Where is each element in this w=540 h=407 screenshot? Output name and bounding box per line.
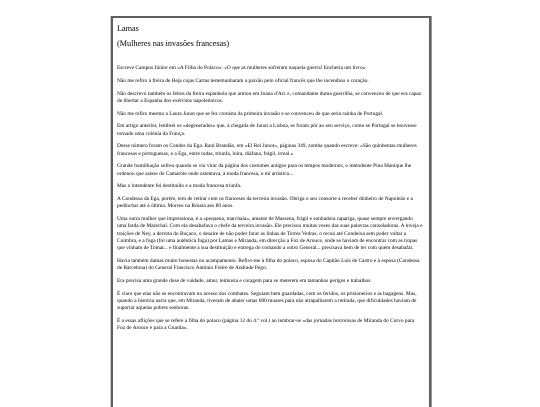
paragraph: Era precisa uma grande dose de vaidade, amor, teimosia e coragem para se meterem em tamanhos perigos e trabalhos. [117,277,372,284]
paragraph: Escreve Campos Júnior em «A Filha do Polaco»: «O que as mulheres sofreram naquela guerra! Encheria um livro». [117,65,367,71]
paragraph: Desse número foram os Condes da Ega. Raul Brandão, em «El Rei Junot», páginas 349, zomba quando escreve: «São quinhentas mulheres francesas e portuguesas, e a Ega, entre todas, triunfa, loira, diáfana, frágil, irreal.» [117,143,417,157]
paragraph: Havia também damas muito honestas no acampamento. Refiro-me à filha do polaco, esposa do Capitão Luís de Castro e à esposa (Condessa de Barcelona) do General Francisco António Freire de Andrade Pego. [117,257,420,271]
paragraph: Não descrevo também os feitos da freira espanhola que armou em Joana d'Arc e, comandante duma guerrilha, se convenceu de que era capaz de libertar a Espanha dos exércitos napoleónicos. [117,90,422,104]
paragraph: Não me refiro mesmo a Laura Junot que se fez cronista da primeira invasão e se convenceu de que seria rainha de Portugal. [117,110,384,117]
paragraph: É claro que elas não se encontravam no acesso dos combates. Seguiam bem guardadas, com os feridos, os prisioneiros e as bagagens. Mas, quando a história narra que, em Miranda, tiveram de abater umas 600 muares para não atrapalharem a retirada, que dificuldades haviam de suportar aquelas pobres senhoras. [117,290,417,311]
paragraph: A Condessa da Ega, porém, tem de retirar com os franceses da terceira invasão. Obriga o seu consorte a receber dinheiro de Napoleão e a pedinchar até à última. Morreu na Rússia aos 80 anos. [117,196,413,210]
document-body [117,24,423,338]
paragraph: Mas o intendente foi destituído e a moda francesa triunfa. [117,183,242,190]
paragraph: Grande humilhação sofreu quando se viu virar da página dos costumes antigos para os tempos modernos, o intendente Pina Manique lhe ordenou que saísse do Camarote onde ostentava, à moda francesa, o mi artístico... [117,163,412,177]
page-title: Lamas [117,24,139,33]
paragraph: Não me refiro à freira de Beja cujas Cartas testemunharam a paixão pelo oficial francês que lhe incendiou o coração. [117,77,369,84]
paragraph: Em artigo anterior, lembrei os «degenerados» que, à chegada de Junot a Lisboa, se foram pôr ao seu serviço, como se Portugal se houvesse tornado uma colónia da França. [117,123,417,137]
document-page [111,16,431,407]
paragraph: É a essas aflições que se refere a filha do polaco (página 12 do 4.º vol.) ao lembrar-se «das jornadas horrorosas de Miranda do Corvo para Foz de Arouce e para a Guarda». [117,317,415,331]
paragraph: Uma outra mulher que impressiona, é a «pequena, marchala», amante de Massena, frágil e sonhadora rapariga, quase sempre envergando uma farda de Marechal. Com ela desabafava o chefe da terceira invasão. Ele precisou muitas vezes das suas palavras consoladoras. A inveja e traições de Ney, a derrota do Buçaco, o desaire de não poder furar as linhas de Torres Vedras, o recuo até Condeixa sem poder voltar a Coimbra, e a fuga (foi uma autêntica fuga) por Lamas e Miranda, em direcção a Foz de Arouce, onde se haviam de encontrar com as tropas que vinham de Tomar... e finalmente a sua destituição e entrega do comando a outro General... precisava bem de ter com quem desabafar. [117,216,423,251]
page-subtitle: (Mulheres nas invasões francesas) [117,39,230,48]
